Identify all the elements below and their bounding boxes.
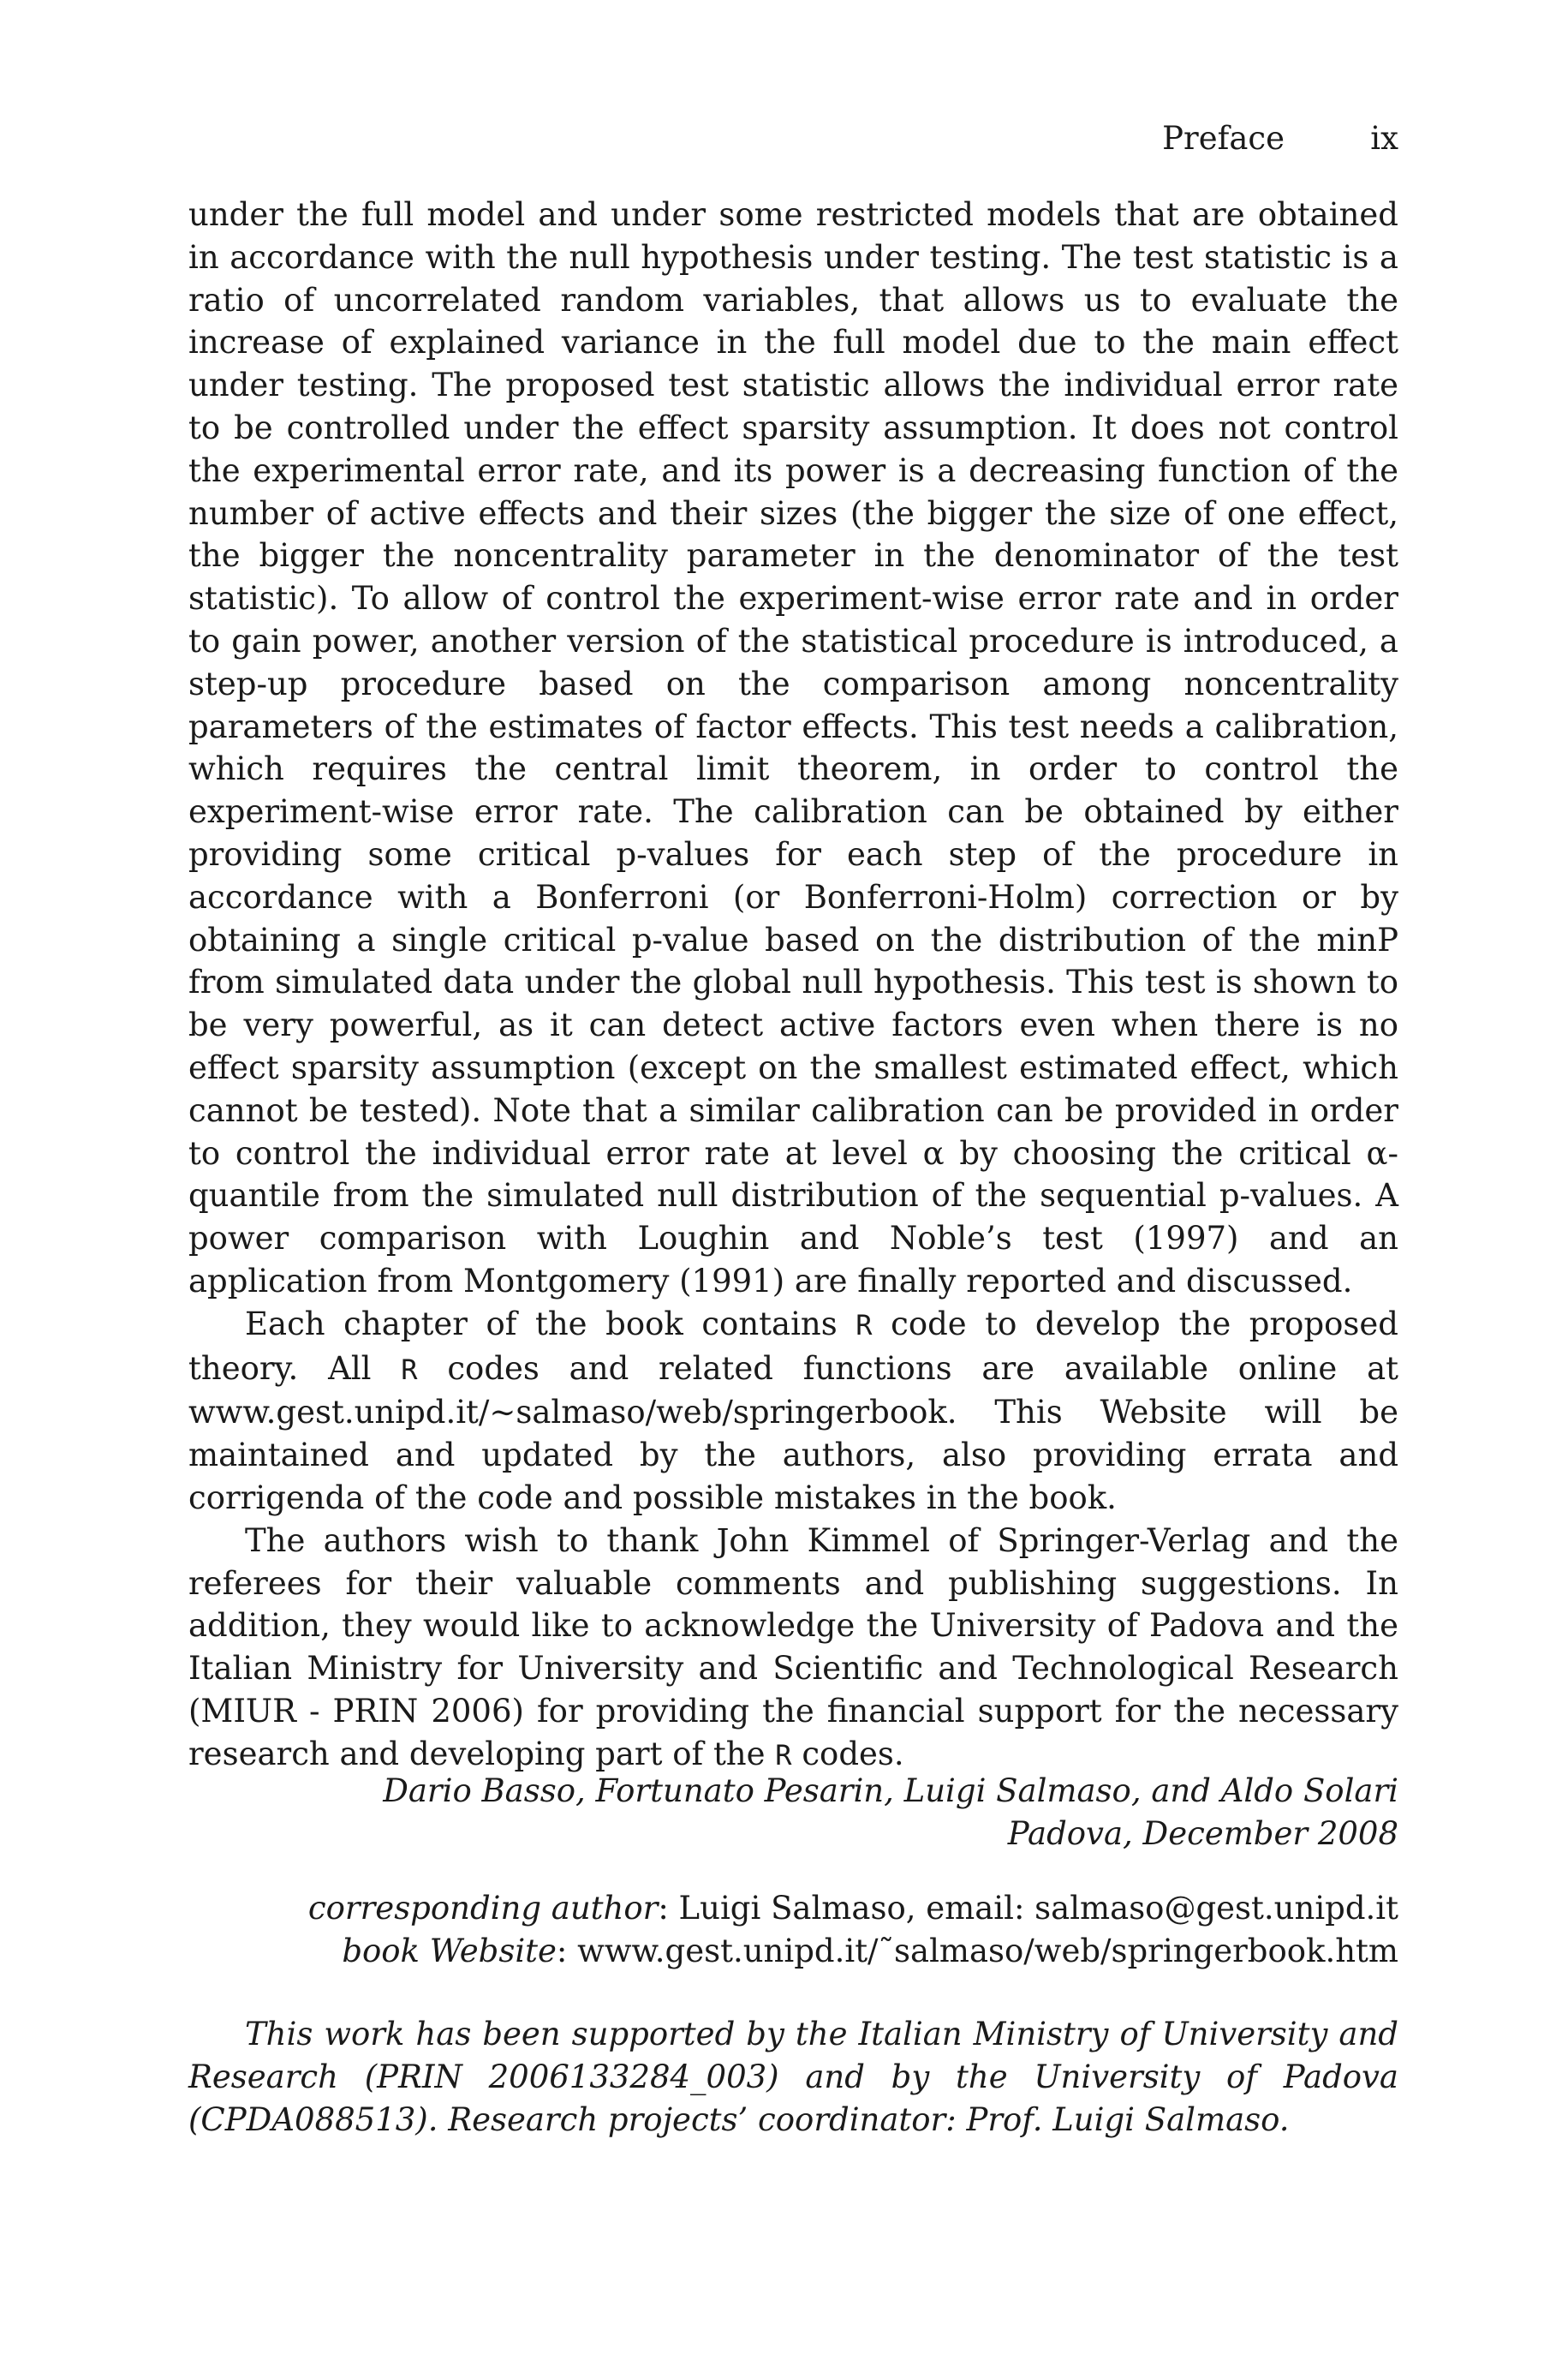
running-header — [188, 120, 1398, 164]
funding-note — [188, 2013, 1398, 2142]
paragraph-1: under the full model and under some restricted models that are obtained in accordance with the null hypothesis under testing. The test statistic is a ratio of uncorrelated random variables, that allows us to evaluate the increase of explained variance in the full model due to the main effect under testing. The proposed test statistic allows the individual error rate to be controlled under the effect sparsity assumption. It does not control the experimental error rate, and its power is a decreasing function of the number of active effects and their sizes (the bigger the size of one effect, the bigger the noncentrality parameter in the denominator of the test statistic). To allow of control the experiment-wise error rate and in order to gain power, another version of the statistical procedure is introduced, a step-up procedure based on the comparison among noncentrality parameters of the estimates of factor effects. This test needs a calibration, which requires the central limit theorem, in order to control the experiment-wise error rate. The calibration can be obtained by either providing some critical p-values for each step of the procedure in accordance with a Bonferroni (or Bonferroni-Holm) correction or by obtaining a single critical p-value based on the distribution of the minP from simulated data under the global null hypothesis. This test is shown to be very powerful, as it can detect active factors even when there is no effect sparsity assumption (except on the smallest estimated effect, which cannot be tested). Note that a similar calibration can be provided in order to control the individual error rate at level α by choosing the critical α-quantile from the simulated null distribution of the sequential p-values. A power comparison with Loughin and Noble’s test (1997) and an application from Montgomery (1991) are finally reported and discussed. — [188, 196, 1398, 1300]
running-title: Preface — [1162, 120, 1285, 157]
contact-website-line — [188, 1930, 1398, 1973]
corresponding-author-label: corresponding author — [307, 1890, 659, 1927]
signature-block — [188, 1770, 1398, 1855]
code-r-inline: R — [775, 1738, 792, 1772]
paragraph-2-part-b: code to develop the proposed theory. All — [188, 1305, 1398, 1387]
paragraph-2 — [188, 1303, 1398, 1520]
paragraph-3 — [188, 1520, 1398, 1778]
page-number: ix — [1370, 120, 1398, 157]
book-website-value: : www.gest.unipd.it/˜salmaso/web/springerbook.htm — [556, 1933, 1398, 1969]
paragraph-3-part-b: codes. — [791, 1735, 904, 1772]
corresponding-author-value: : Luigi Salmaso, email: salmaso@gest.unipd.it — [658, 1890, 1398, 1927]
contact-block — [188, 1887, 1398, 1973]
body-text — [188, 194, 1398, 1777]
paragraph-2-part-c: codes and related functions are available online at www.gest.unipd.it/∼salmaso/web/springerbook. This Website will be maintained and updated by the authors, also providing errata and corrigenda of the code and possible mistakes in the book. — [188, 1349, 1399, 1516]
code-r-inline: R — [856, 1308, 873, 1341]
code-r-inline: R — [401, 1353, 418, 1386]
paragraph-3-part-a: The authors wish to thank John Kimmel of Springer-Verlag and the referees for their valuable comments and publishing suggestions. In addition, they would like to acknowledge the University of Padova and the Italian Ministry for University and Scientific and Technological Research (MIUR - PRIN 2006) for providing the financial support for the necessary research and developing part of the — [188, 1521, 1398, 1772]
contact-author-line — [188, 1887, 1398, 1930]
book-website-label: book Website — [342, 1933, 557, 1969]
signature-authors: Dario Basso, Fortunato Pesarin, Luigi Salmaso, and Aldo Solari — [383, 1772, 1398, 1809]
paragraph-2-part-a: Each chapter of the book contains — [245, 1305, 856, 1342]
signature-place-date: Padova, December 2008 — [1007, 1815, 1398, 1852]
funding-text: This work has been supported by the Italian Ministry of University and Research (PRIN 2006133284_003) and by the University of Padova (CPDA088513). Research projects’ coordinator: Prof. Luigi Salmaso. — [188, 2016, 1398, 2138]
